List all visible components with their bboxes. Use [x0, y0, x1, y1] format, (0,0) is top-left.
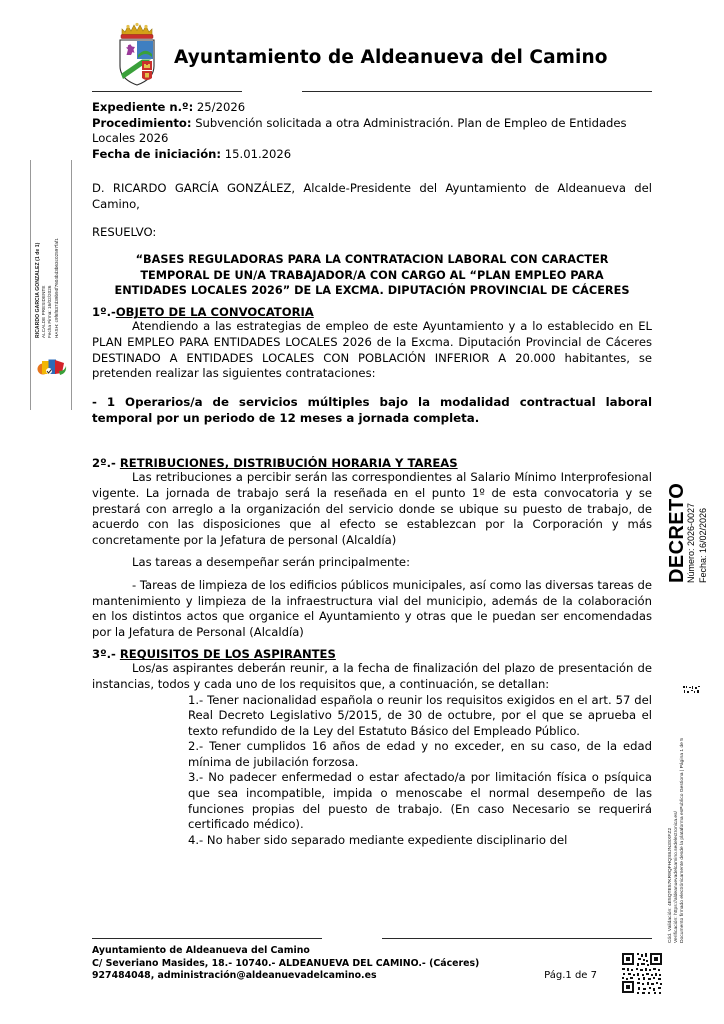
procedimiento-value: Subvención solicitada a otra Administración. Plan de Empleo de Entidades Locales 2026	[92, 115, 627, 145]
procedimiento-row	[92, 116, 652, 147]
sidebar-qr-icon	[682, 685, 702, 695]
section-3-number: 3º.-	[92, 647, 116, 662]
bases-title: “BASES REGULADORAS PARA LA CONTRATACION LABORAL CON CARACTER TEMPORAL DE UN/A TRABAJADOR/A CON CARGO AL “PLAN EMPLEO PARA ENTIDADES LOCALES 2026” DE LA EXCMA. DIPUTACIÓN PROVINCIAL DE CÁCERES	[114, 253, 630, 297]
decree-number: Número: 2026-0027	[686, 502, 696, 583]
decree-label: DECRETO	[666, 482, 688, 583]
footer-org: Ayuntamiento de Aldeanueva del Camino	[92, 945, 310, 956]
decree-sidebar	[664, 355, 710, 945]
decree-stamp	[664, 355, 710, 585]
requirements-list	[188, 693, 652, 849]
requirement-item: 3.- No padecer enfermedad o estar afectado/a por limitación física o psíquica que sea incompatible, impida o menoscabe el normal desempeño de las funciones propias del puesto de trabajo. (En caso Necesario se requerirá certificado médico).	[188, 770, 652, 832]
section-3-paragraph: Los/as aspirantes deberán reunir, a la fecha de finalización del plazo de presentación de instancias, todos y cada uno de los requisitos que, a continuación, se detallan:	[92, 661, 652, 691]
validation-code: Cód. Validación: 4E5QTE57KR9QFHQS8JN3SXFZ2	[668, 827, 673, 943]
spacer	[92, 548, 652, 555]
signer-role: ALCALDE PRESIDENTE	[41, 285, 47, 338]
document-body	[92, 0, 652, 848]
signature-date: Fecha Firma: 16/02/2026	[47, 285, 53, 338]
spacer	[92, 640, 652, 647]
spacer	[92, 239, 652, 252]
footer-contact: 927484048, administración@aldeanuevadelcamino.es	[92, 970, 377, 982]
footer-divider-gap	[322, 935, 382, 940]
spacer	[92, 212, 652, 225]
section-3-heading	[92, 647, 652, 661]
expediente-meta	[92, 100, 652, 162]
section-3-title: REQUISITOS DE LOS ASPIRANTES	[119, 647, 336, 662]
validation-url: Verificación: https://aldeanuevadelcamino.sedelectronica.es/	[674, 811, 679, 943]
intro-paragraph: D. RICARDO GARCÍA GONZÁLEZ, Alcalde-Presidente del Ayuntamiento de Aldeanueva del Camino,	[92, 181, 652, 211]
section-2-number: 2º.-	[92, 456, 116, 471]
section-2-title: RETRIBUCIONES, DISTRIBUCIÓN HORARIA Y TAREAS	[119, 456, 458, 471]
section-1-paragraph: Atendiendo a las estrategias de empleo de este Ayuntamiento y a lo establecido en EL PLAN EMPLEO PARA ENTIDADES LOCALES 2026 de la Excma. Diputación Provincial de Cáceres DESTINADO A ENTIDADES LOCALES CON POBLACIÓN INFERIOR A 20.000 habitantes, se pretenden realizar las siguientes contrataciones:	[92, 319, 652, 381]
resuelvo-label: RESUELVO:	[92, 225, 157, 240]
header-divider-gap	[242, 89, 302, 94]
spacer	[92, 437, 652, 456]
expediente-value: 25/2026	[196, 100, 246, 114]
sidebar-logo-icon	[36, 356, 68, 380]
header-divider	[92, 91, 652, 92]
spacer	[92, 571, 652, 578]
decree-date: Fecha: 16/02/2026	[698, 507, 708, 583]
page-number: Pág.1 de 7	[544, 970, 597, 981]
fecha-row	[92, 147, 652, 163]
requirement-item: 1.- Tener nacionalidad española o reunir los requisitos exigidos en el art. 57 del Real Decreto Legislativo 5/2015, de 30 de octubre, por el que se aprueba el texto refundido de la Ley del Estatuto Básico del Empleado Público.	[188, 692, 652, 738]
requirement-item: 2.- Tener cumplidos 16 años de edad y no exceder, en su caso, de la edad mínima de jubilación forzosa.	[188, 739, 652, 769]
section-2-paragraph-3: - Tareas de limpieza de los edificios públicos municipales, así como las diversas tareas de mantenimiento y limpieza de la infraestructura vial del municipio, además de la colaboración en los distintos actos que organice el Ayuntamiento y otras que le puedan ser encomendadas por la Jefatura de Personal (Alcaldía)	[92, 577, 652, 639]
fecha-value: 15.01.2026	[224, 146, 292, 161]
footer-content	[92, 945, 652, 983]
signature-block	[31, 160, 73, 340]
section-2-heading	[92, 456, 652, 470]
footer-address: C/ Severiano Masides, 18.- 10740.- ALDEANUEVA DEL CAMINO.- (Cáceres)	[92, 957, 480, 969]
requirement-item: 4.- No haber sido separado mediante expediente disciplinario del	[188, 832, 568, 847]
section-2-paragraph-2: Las tareas a desempeñar serán principalmente:	[132, 555, 410, 570]
expediente-row	[92, 100, 652, 116]
validation-platform: Documento firmado electrónicamente desde la plataforma esPublico Gestiona | Página 1 de 5	[680, 737, 685, 943]
signature-sidebar	[30, 160, 72, 410]
signer-name: RICARDO GARCIA GONZALEZ (1 de 1)	[35, 242, 41, 338]
document-header	[92, 20, 652, 94]
expediente-label: Expediente n.º:	[92, 100, 194, 114]
spacer	[92, 162, 652, 181]
signature-hash: HASH: c9f6f837d39b94f7604bd3b63c02597faf1	[53, 238, 59, 338]
section-1-title: OBJETO DE LA CONVOCATORIA	[115, 305, 314, 320]
section-1-number: 1º.-	[92, 305, 116, 320]
validation-block	[664, 615, 710, 945]
page-title: Ayuntamiento de Aldeanueva del Camino	[174, 47, 608, 68]
qr-code-icon	[620, 951, 664, 995]
section-1-heading	[92, 305, 652, 319]
fecha-label: Fecha de iniciación:	[92, 146, 222, 161]
procedimiento-label: Procedimiento:	[92, 115, 192, 130]
spacer	[92, 298, 652, 305]
coat-of-arms-icon	[114, 20, 160, 88]
section-1-bold-item: - 1 Operarios/a de servicios múltiples bajo la modalidad contractual laboral temporal por un periodo de 12 meses a jornada completa.	[92, 394, 652, 425]
document-footer	[92, 938, 652, 983]
section-2-paragraph-1: Las retribuciones a percibir serán las correspondientes al Salario Mínimo Interprofesional vigente. La jornada de trabajo será la reseñada en el punto 1º de esta convocatoria y se prestará con arreglo a la organización del servicio donde se ubique su puesto de trabajo, de acuerdo con las disposiciones que al efecto se establezcan por la Corporación y más concretamente por la Jefatura de personal (Alcaldía)	[92, 470, 652, 547]
